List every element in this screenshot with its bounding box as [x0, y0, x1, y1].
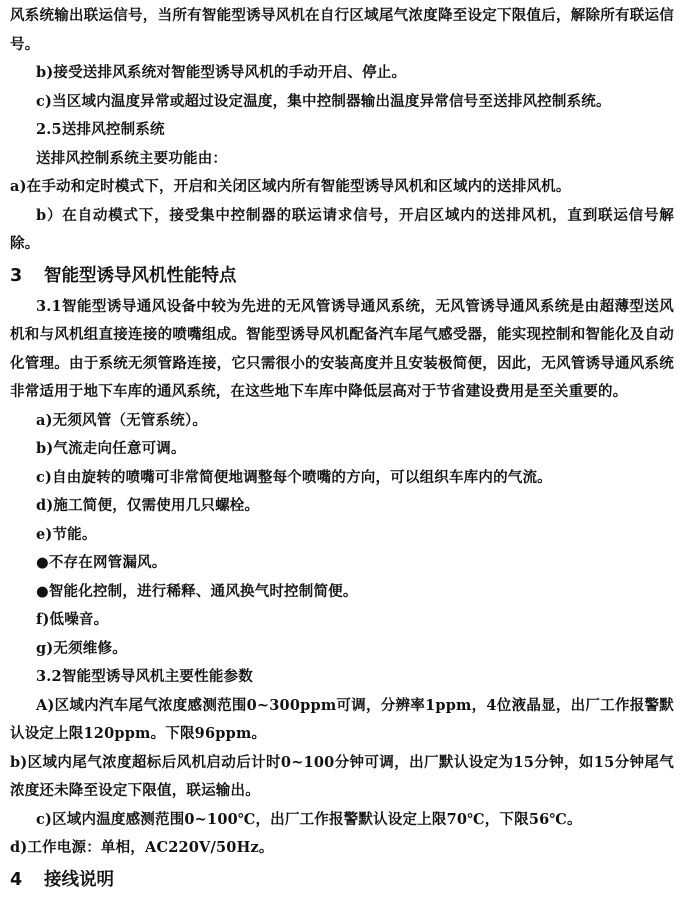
feature-item-a: a)无须风管（无管系统）。	[36, 411, 208, 429]
section-number: 3	[10, 265, 23, 286]
feature-item-b: b)气流走向任意可调。	[36, 440, 186, 457]
param-item-a-exhaust-range: A)区域内汽车尾气浓度感测范围0~300ppm可调，分辨率1ppm，4位液晶显，出厂工作报警默认设定上限120ppm。下限96ppm。	[10, 696, 674, 742]
section-heading-3	[10, 260, 674, 293]
list-item-b-manual-control: b)接受送排风系统对智能型诱导风机的手动开启、停止。	[36, 64, 407, 81]
subsection-heading-3-2: 3.2智能型诱导风机主要性能参数	[36, 668, 253, 685]
bullet-item-no-leakage: ●不存在网管漏风。	[36, 554, 167, 571]
subsection-heading-2-5: 2.5送排风控制系统	[36, 121, 165, 138]
feature-item-e: e)节能。	[36, 525, 97, 543]
feature-item-d: d)施工简便，仅需使用几只螺栓。	[36, 497, 260, 514]
paragraph-3-1-description: 3.1智能型诱导通风设备中较为先进的无风管诱导通风系统，无风管诱导通风系统是由超薄型送风机和与风机组直接连接的喷嘴组成。智能型诱导风机配备汽车尾气感受器，能实现控制和智能化及自动化管理。由于系统无须管路连接，它只需很小的安装高度并且安装极简便，因此，无风管诱导通风系统非常适用于地下车库的通风系统，在这些地下车库中降低层高对于节省建设费用是至关重要的。	[10, 297, 674, 400]
paragraph-linkage-release: 风系统输出联运信号，当所有智能型诱导风机在自行区域尾气浓度降至设定下限值后，解除所有联运信号。	[10, 7, 674, 53]
section-title: 接线说明	[44, 869, 114, 890]
feature-item-f: f)低噪音。	[36, 611, 109, 628]
param-item-c-temperature-range: c)区域内温度感测范围0~100℃，出厂工作报警默认设定上限70℃，下限56℃。	[36, 810, 582, 828]
feature-item-c: c)自由旋转的喷嘴可非常简便地调整每个喷嘴的方向，可以组织车库内的气流。	[36, 468, 552, 486]
bullet-item-smart-control: ●智能化控制，进行稀释、通风换气时控制简便。	[36, 582, 358, 600]
feature-item-g: g)无须维修。	[36, 639, 127, 657]
section-title: 智能型诱导风机性能特点	[44, 265, 237, 286]
param-item-d-power-supply: d)工作电源：单相，AC220V/50Hz。	[10, 839, 274, 856]
list-item-b-auto-mode: b）在自动模式下，接受集中控制器的联运请求信号，开启区域内的送排风机，直到联运信号解除。	[10, 206, 674, 252]
list-item-c-temperature-alarm: c)当区域内温度异常或超过设定温度，集中控制器输出温度异常信号至送排风控制系统。	[36, 92, 611, 110]
section-heading-4	[10, 864, 674, 897]
list-item-a-manual-timer-mode: a)在手动和定时模式下，开启和关闭区域内所有智能型诱导风机和区域内的送排风机。	[10, 178, 571, 195]
paragraph-functions-intro: 送排风控制系统主要功能由：	[36, 149, 228, 167]
param-item-b-timer: b)区域内尾气浓度超标后风机启动后计时0~100分钟可调，出厂默认设定为15分钟，如15分钟尾气浓度还未降至设定下限值，联运输出。	[10, 753, 674, 799]
section-number: 4	[10, 869, 23, 890]
